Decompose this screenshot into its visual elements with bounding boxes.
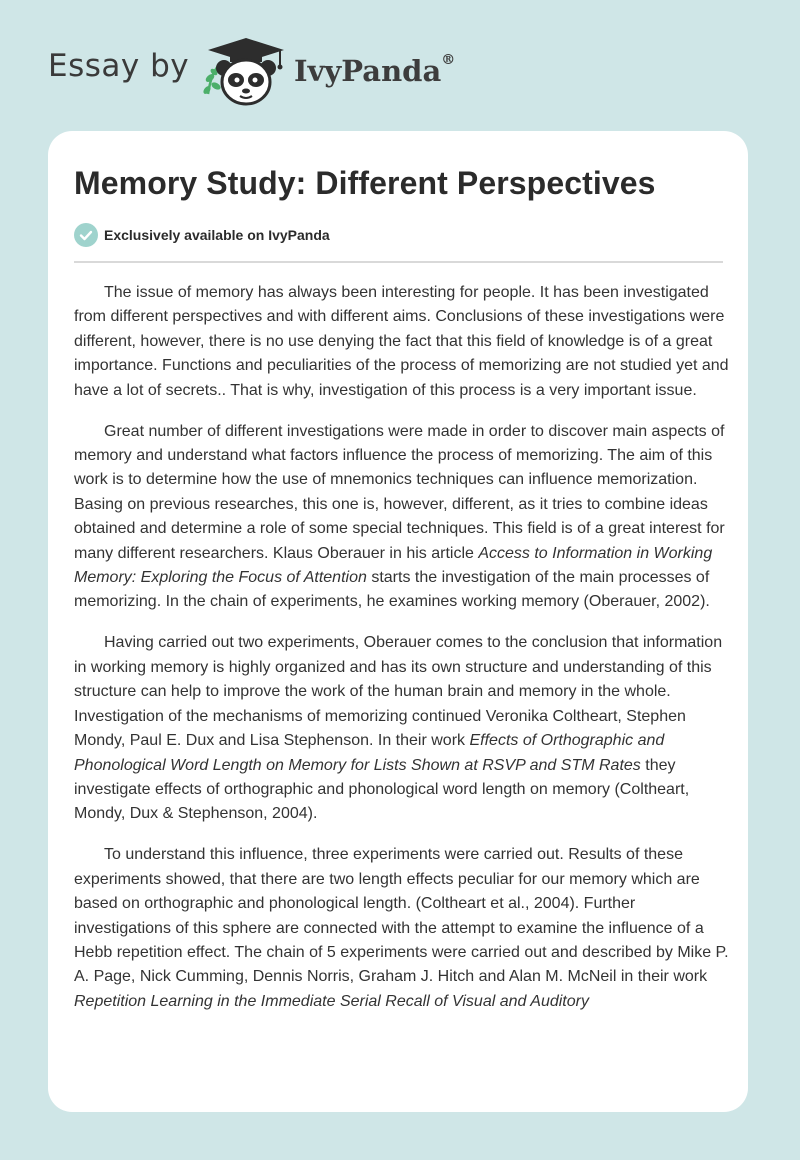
paragraph-text: Having carried out two experiments, Oberauer comes to the conclusion that information in working memory is highly organized and has its own structure and understanding of this structure can help to improve the work of the human brain and memory in the whole. Investigation of the mechanisms of memorizing continued Veronika Coltheart, Stephen Mondy, Paul E. Dux and Lisa Stephenson. In their work: [74, 634, 723, 750]
paragraph-text: they investigate effects of orthographic and phonological word length on memory (Coltheart, Mondy, Dux & Stephenson, 2004).: [74, 756, 690, 823]
paragraph-text: To understand this influence, three experiments were carried out. Results of these experiments showed, that there are two length effects peculiar for our memory which are based on orthographic and phonological length. (Coltheart et al., 2004). Further investigations of this sphere are connected with the attempt to examine the influence of a Hebb repetition effect. The chain of 5 experiments were carried out and described by Mike P. A. Page, Nick Cumming, Dennis Norris, Graham J. Hitch and Alan M. McNeil in their work: [74, 846, 729, 986]
exclusive-badge: [74, 223, 330, 247]
essay-by-label: Essay by: [48, 48, 190, 84]
paragraph-2: [74, 420, 729, 615]
brand-text: IvyPanda: [294, 54, 442, 88]
registered-mark: ®: [441, 52, 456, 69]
site-header: [0, 0, 800, 130]
panda-logo-icon: [200, 34, 292, 108]
paragraph-4: [74, 843, 729, 1014]
cited-work-title: Effects of Orthographic and Phonological Word Length on Memory for Lists Shown at RSVP and STM Rates: [74, 732, 665, 774]
essay-body: [74, 281, 729, 1031]
paragraph-1: [74, 281, 729, 403]
page-title: Memory Study: Different Perspectives: [74, 165, 656, 201]
paragraph-text: starts the investigation of the main processes of memorizing. In the chain of experiments, he examines working memory (Oberauer, 2002).: [74, 569, 710, 611]
paragraph-text: Great number of different investigations were made in order to discover main aspects of memory and understand what factors influence the process of memorizing. The aim of this work is to determine how the use of mnemonics techniques can influence memorization. Basing on previous researches, this one is, however, different, as it tries to combine ideas obtained and determine a role of some special techniques. This field is of a great interest for many different researchers. Klaus Oberauer in his article: [74, 422, 725, 562]
cited-work-title: Access to Information in Working Memory: Exploring the Focus of Attention: [74, 544, 713, 587]
essay-card: [48, 131, 748, 1112]
cited-work-title: Repetition Learning in the Immediate Serial Recall of Visual and Auditory: [74, 992, 589, 1010]
paragraph-3: [74, 631, 729, 826]
title-divider: [74, 261, 723, 263]
paragraph-text: The issue of memory has always been interesting for people. It has been investigated from different perspectives and with different aims. Conclusions of these investigations were different, however, there is no use denying the fact that this field of knowledge is of a great importance. Functions and peculiarities of the process of memorizing are not studied yet and have a lot of secrets.. That is why, investigation of this process is a very important issue.: [74, 284, 729, 399]
brand-name: [294, 54, 455, 88]
exclusive-badge-label: Exclusively available on IvyPanda: [104, 227, 330, 243]
check-circle-icon: [74, 223, 98, 247]
